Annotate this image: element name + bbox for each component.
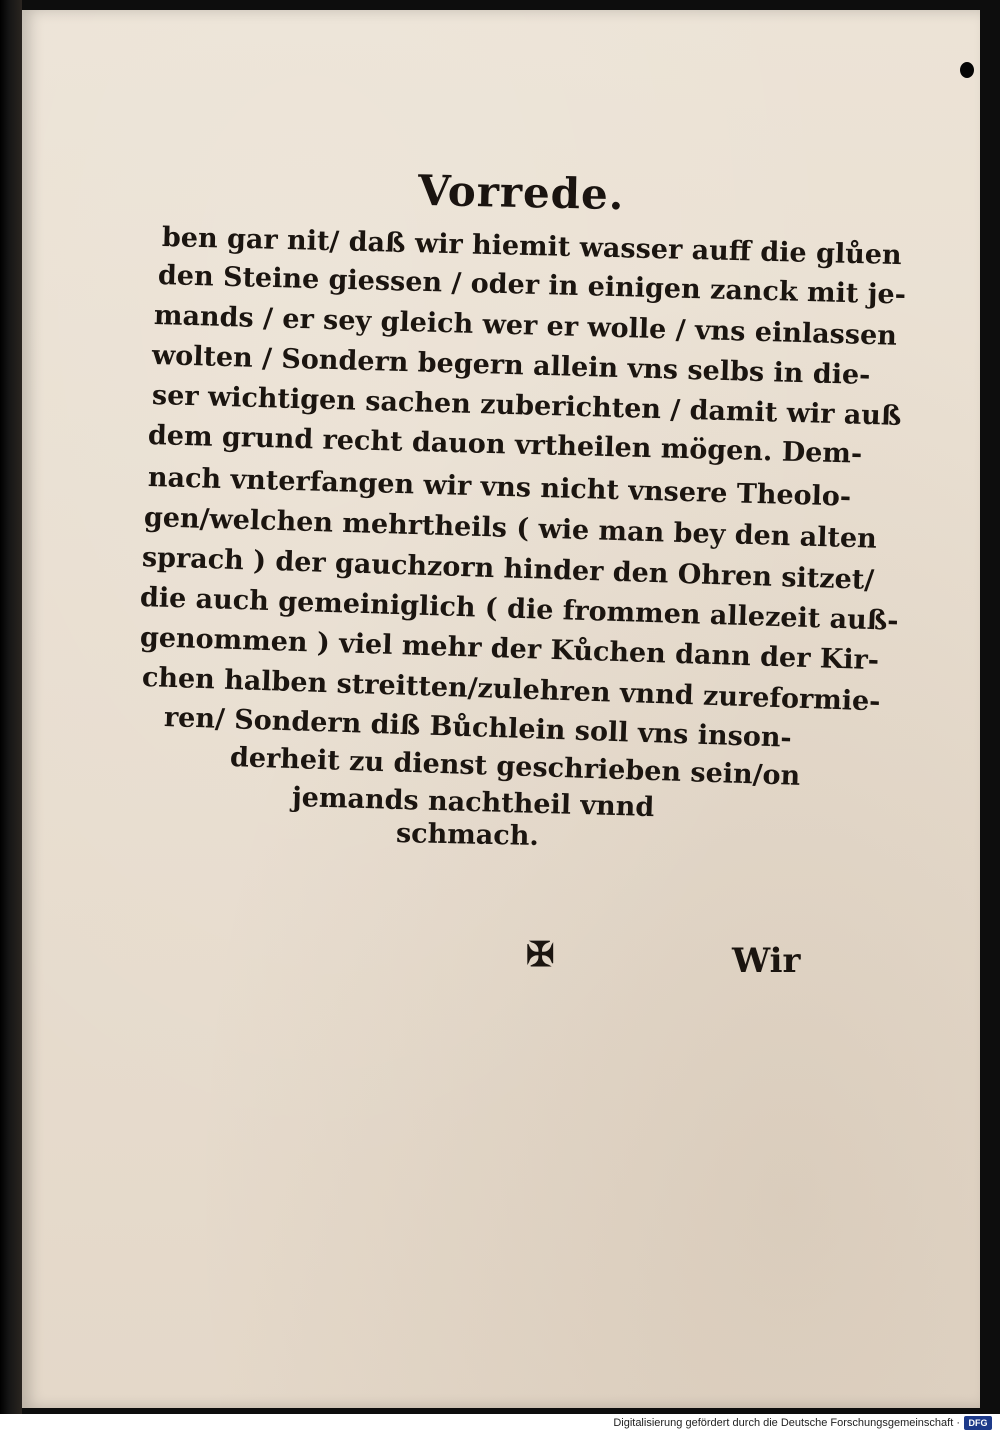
ink-spot	[960, 62, 974, 78]
text-line: ben gar nit/ daß wir hiemit wasser auff die glůen	[161, 222, 902, 272]
text-line: sprach ) der gauchzorn hinder den Ohren sitzet/	[141, 542, 875, 596]
body-text	[139, 222, 907, 862]
footer-credit: Digitalisierung gefördert durch die Deutsche Forschungsgemeinschaft ·	[613, 1417, 960, 1429]
page-heading: Vorrede.	[417, 165, 625, 220]
dfg-logo: DFG	[964, 1416, 992, 1430]
text-line: nach vnterfangen wir vns nicht vnsere Theolo-	[147, 462, 852, 513]
text-line: die auch gemeiniglich ( die frommen allezeit auß-	[139, 582, 899, 637]
text-line: den Steine giessen / oder in einigen zanck mit je-	[157, 260, 907, 311]
text-line: ren/ Sondern diß Bůchlein soll vns inson-	[163, 702, 793, 754]
catchword: Wir	[732, 941, 801, 981]
book-spine	[0, 0, 22, 1414]
text-line: dem grund recht dauon vrtheilen mögen. Dem-	[147, 420, 863, 470]
text-line: chen halben streitten/zulehren vnnd zureformie-	[141, 662, 881, 718]
footer-bar	[0, 1414, 1000, 1434]
text-line: jemands nachtheil vnnd	[291, 782, 655, 824]
text-line: gen/welchen mehrtheils ( wie man bey den alten	[143, 502, 878, 555]
text-line: mands / er sey gleich wer er wolle / vns einlassen	[153, 300, 898, 352]
signature-mark: ✠	[526, 935, 555, 975]
text-line: wolten / Sondern begern allein vns selbs in die-	[151, 340, 871, 392]
text-line: derheit zu dienst geschrieben sein/on	[229, 742, 801, 792]
text-line: ser wichtigen sachen zuberichten / damit wir auß	[151, 380, 902, 432]
catchword-row	[0, 935, 1000, 995]
text-line: schmach.	[395, 818, 540, 852]
text-line: genommen ) viel mehr der Kůchen dann der Kir-	[139, 622, 880, 677]
